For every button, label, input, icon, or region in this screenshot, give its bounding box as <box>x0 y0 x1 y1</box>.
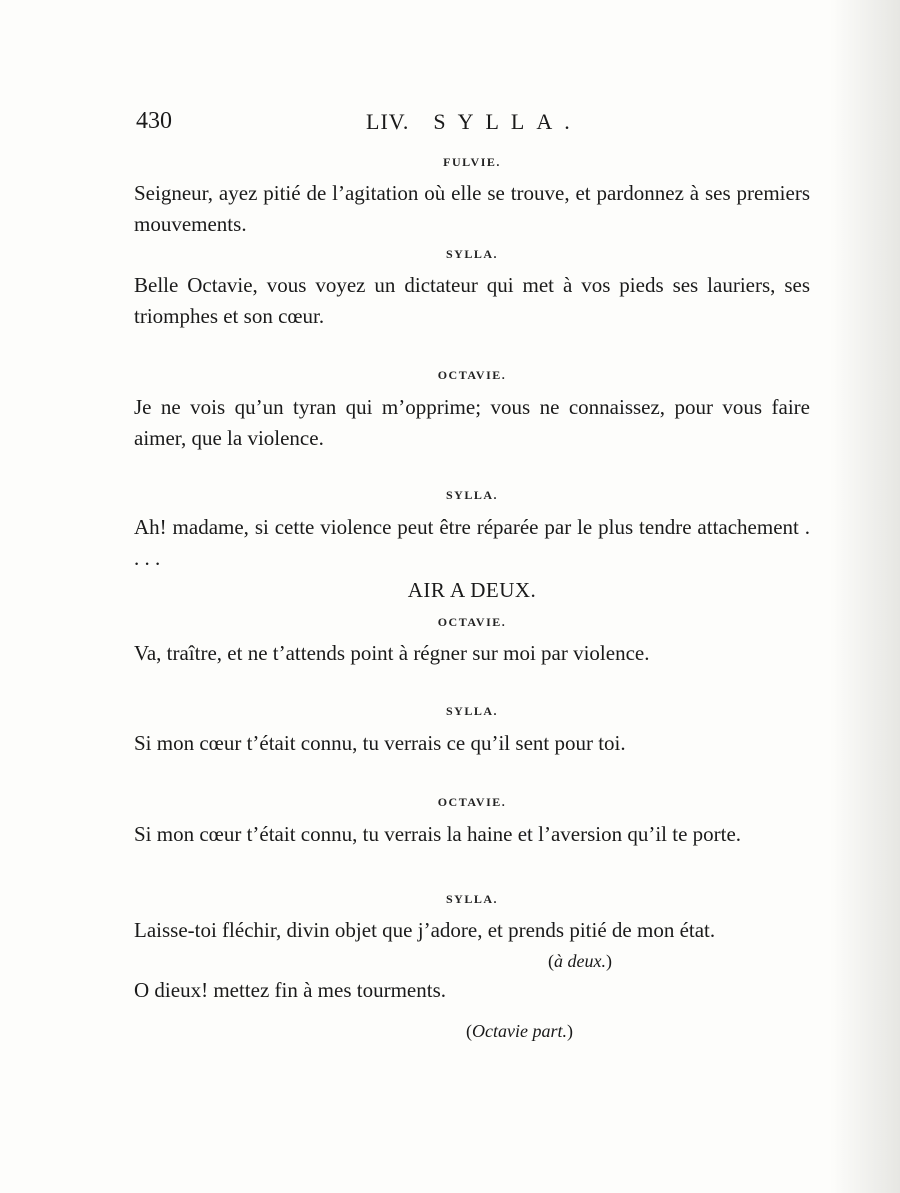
dialogue-entry <box>134 155 810 240</box>
speech-text: Ah! madame, si cette violence peut être réparée par le plus tendre attachement . . . . <box>134 515 810 570</box>
final-line: O dieux! mettez fin à mes tourments. <box>134 978 446 1002</box>
chapter-title: SYLLA. <box>433 109 582 134</box>
dialogue-entry <box>134 488 810 574</box>
speaker-name: OCTAVIE. <box>437 368 507 382</box>
duet-entry <box>134 795 810 850</box>
speech-text: Si mon cœur t’était connu, tu verrais la haine et l’aversion qu’il te porte. <box>134 822 742 846</box>
speaker-name: SYLLA. <box>445 704 498 718</box>
speaker-name: OCTAVIE. <box>437 615 507 629</box>
speaker-name: SYLLA. <box>445 247 498 261</box>
chapter-number: LIV. <box>366 109 410 134</box>
speech-text: Belle Octavie, vous voyez un dictateur qui met à vos pieds ses lauriers, ses triomphes et son cœur. <box>134 273 810 328</box>
dialogue-entry <box>134 247 810 332</box>
section-heading: AIR A DEUX. <box>407 578 537 602</box>
duet-entry <box>134 615 810 669</box>
duet-entry <box>134 892 810 946</box>
speech-text: Seigneur, ayez pitié de l’agitation où elle se trouve, et pardonnez à ses premiers mouvements. <box>134 181 810 236</box>
speech-text: Si mon cœur t’était connu, tu verrais ce qu’il sent pour toi. <box>134 731 626 755</box>
dialogue-entry <box>134 368 810 454</box>
speech-text: Laisse-toi fléchir, divin objet que j’adore, et prends pitié de mon état. <box>134 918 716 942</box>
duet-entry <box>134 704 810 759</box>
stage-direction-text: à deux. <box>554 951 606 971</box>
exit-direction-text: Octavie part. <box>472 1021 567 1041</box>
speaker-name: SYLLA. <box>445 488 498 502</box>
speaker-name: OCTAVIE. <box>437 795 507 809</box>
speaker-name: SYLLA. <box>445 892 498 906</box>
speech-text: Je ne vois qu’un tyran qui m’opprime; vous ne connaissez, pour vous faire aimer, que la violence. <box>134 395 810 450</box>
page-number: 430 <box>136 108 172 134</box>
speech-text: Va, traître, et ne t’attends point à régner sur moi par violence. <box>134 641 650 665</box>
speaker-name: FULVIE. <box>443 155 501 169</box>
exit-direction: (Octavie part.) <box>466 1021 573 1041</box>
stage-direction: (à deux.) <box>548 951 612 971</box>
